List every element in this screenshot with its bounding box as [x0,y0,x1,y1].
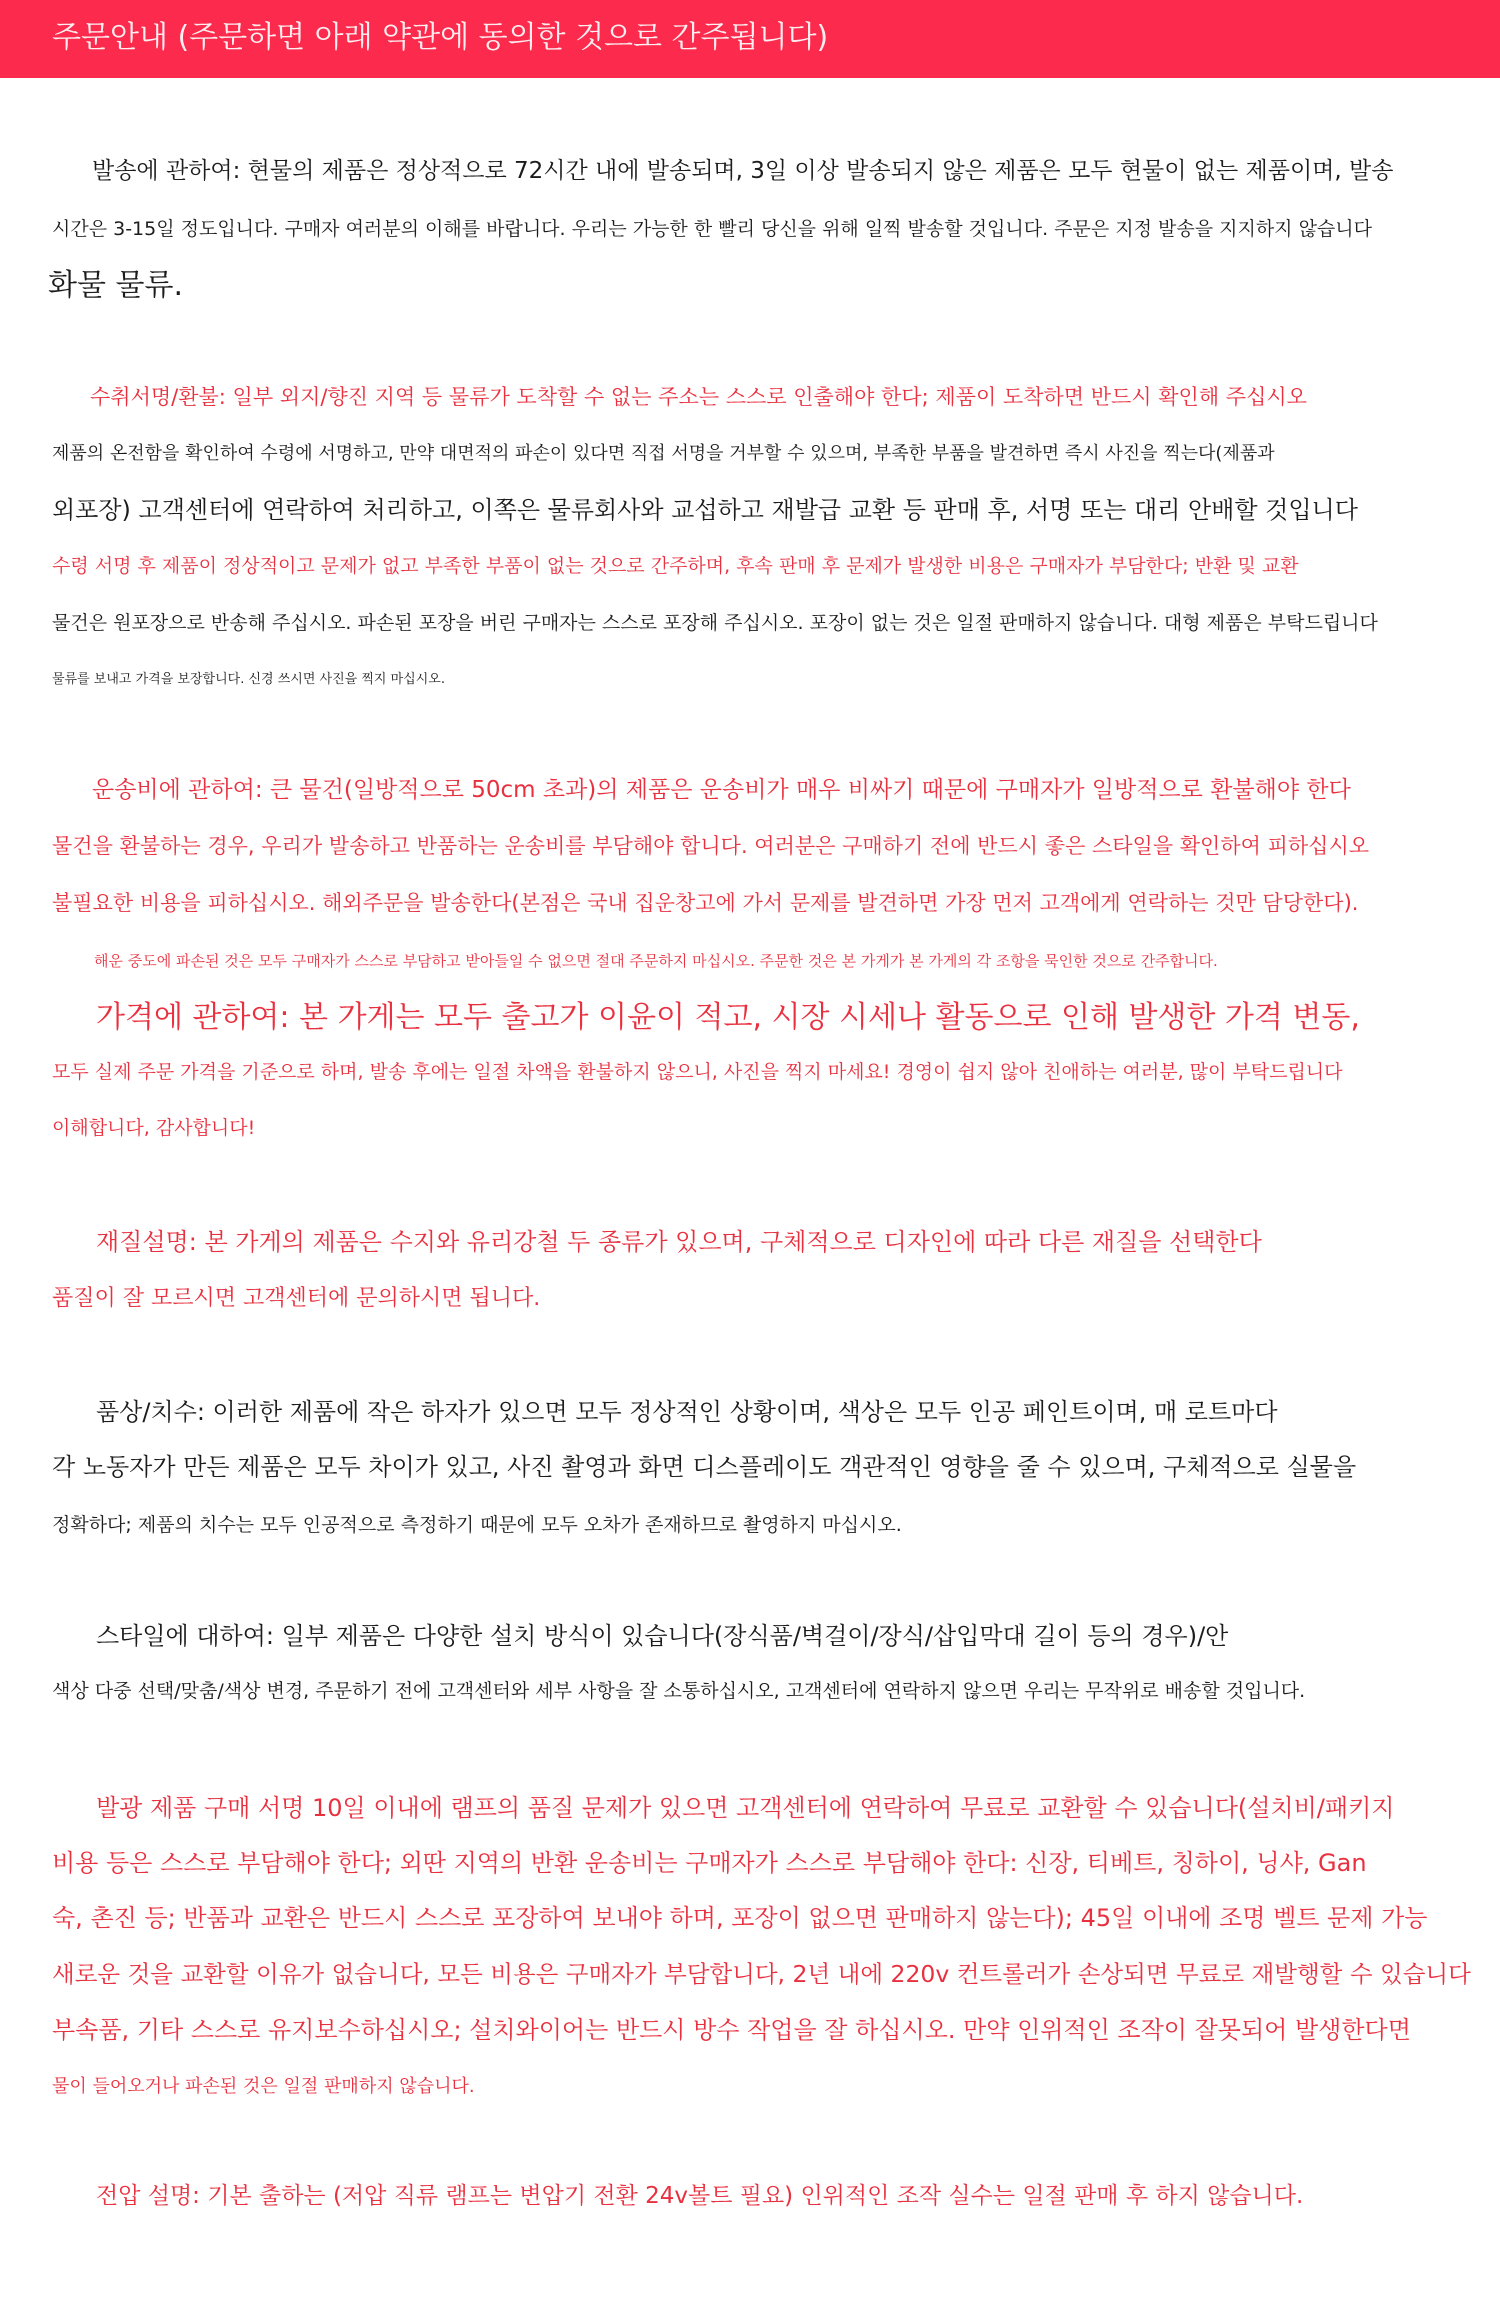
price-line-2: 모두 실제 주문 가격을 기준으로 하며, 발송 후에는 일절 차액을 환불하지 않으니, 사진을 찍지 마세요! 경영이 쉽지 않아 친애하는 여러분, 많이 부탁드립니다 [52,1061,1343,1083]
receipt-line-4: 수령 서명 후 제품이 정상적이고 문제가 없고 부족한 부품이 없는 것으로 간주하며, 후속 판매 후 문제가 발생한 비용은 구매자가 부담한다; 반환 및 교환 [52,555,1299,577]
notice-banner [0,0,1500,78]
lighting-line-3: 숙, 촌진 등; 반품과 교환은 반드시 스스로 포장하여 보내야 하며, 포장이 없으면 판매하지 않는다); 45일 이내에 조명 벨트 문제 가능 [52,1904,1428,1932]
receipt-line-6: 물류를 보내고 가격을 보장합니다. 신경 쓰시면 사진을 찍지 마십시오. [52,672,445,687]
shipping-cost-line-4: 해운 중도에 파손된 것은 모두 구매자가 스스로 부담하고 받아들일 수 없으면 절대 주문하지 마십시오. 주문한 것은 본 가게가 본 가게의 각 조항을 묵인한 것으로 간주합니다. [94,952,1218,970]
receipt-line-3: 외포장) 고객센터에 연락하여 처리하고, 이쪽은 물류회사와 교섭하고 재발급 교환 등 판매 후, 서명 또는 대리 안배할 것입니다 [52,496,1358,524]
quality-line-1: 품상/치수: 이러한 제품에 작은 하자가 있으면 모두 정상적인 상황이며, 색상은 모두 인공 페인트이며, 매 로트마다 [96,1398,1278,1426]
shipping-line-2: 시간은 3-15일 정도입니다. 구매자 여러분의 이해를 바랍니다. 우리는 가능한 한 빨리 당신을 위해 일찍 발송할 것입니다. 주문은 지정 발송을 지지하지 않습니다 [52,218,1372,240]
material-line-2: 품질이 잘 모르시면 고객센터에 문의하시면 됩니다. [52,1286,541,1311]
style-line-2: 색상 다중 선택/맞춤/색상 변경, 주문하기 전에 고객센터와 세부 사항을 잘 소통하십시오, 고객센터에 연락하지 않으면 우리는 무작위로 배송할 것입니다. [52,1680,1306,1702]
receipt-line-5: 물건은 원포장으로 반송해 주십시오. 파손된 포장을 버린 구매자는 스스로 포장해 주십시오. 포장이 없는 것은 일절 판매하지 않습니다. 대형 제품은 부탁드립니다 [52,612,1378,634]
shipping-cost-line-1: 운송비에 관하여: 큰 물건(일방적으로 50cm 초과)의 제품은 운송비가 매우 비싸기 때문에 구매자가 일방적으로 환불해야 한다 [92,777,1351,803]
receipt-line-1: 수취서명/환불: 일부 외지/향진 지역 등 물류가 도착할 수 없는 주소는 스스로 인출해야 한다; 제품이 도착하면 반드시 확인해 주십시오 [90,385,1307,409]
quality-line-3: 정확하다; 제품의 치수는 모두 인공적으로 측정하기 때문에 모두 오차가 존재하므로 촬영하지 마십시오. [52,1514,902,1536]
price-line-3: 이해합니다, 감사합니다! [52,1117,256,1139]
banner-title: 주문안내 (주문하면 아래 약관에 동의한 것으로 간주됩니다) [52,20,829,55]
shipping-line-3: 화물 물류. [48,268,183,303]
lighting-line-5: 부속품, 기타 스스로 유지보수하십시오; 설치와이어는 반드시 방수 작업을 잘 하십시오. 만약 인위적인 조작이 잘못되어 발생한다면 [52,2016,1411,2044]
voltage-line-1: 전압 설명: 기본 출하는 (저압 직류 램프는 변압기 전환 24v볼트 필요) 인위적인 조작 실수는 일절 판매 후 하지 않습니다. [96,2183,1304,2209]
lighting-line-1: 발광 제품 구매 서명 10일 이내에 램프의 품질 문제가 있으면 고객센터에 연락하여 무료로 교환할 수 있습니다(설치비/패키지 [96,1794,1395,1822]
shipping-cost-line-2: 물건을 환불하는 경우, 우리가 발송하고 반품하는 운송비를 부담해야 합니다. 여러분은 구매하기 전에 반드시 좋은 스타일을 확인하여 피하십시오 [52,834,1370,858]
quality-line-2: 각 노동자가 만든 제품은 모두 차이가 있고, 사진 촬영과 화면 디스플레이도 객관적인 영향을 줄 수 있으며, 구체적으로 실물을 [52,1453,1357,1481]
material-line-1: 재질설명: 본 가게의 제품은 수지와 유리강철 두 종류가 있으며, 구체적으로 디자인에 따라 다른 재질을 선택한다 [96,1228,1262,1256]
lighting-line-4: 새로운 것을 교환할 이유가 없습니다, 모든 비용은 구매자가 부담합니다, 2년 내에 220v 컨트롤러가 손상되면 무료로 재발행할 수 있습니다 [52,1960,1471,1988]
style-line-1: 스타일에 대하여: 일부 제품은 다양한 설치 방식이 있습니다(장식품/벽걸이/장식/삽입막대 길이 등의 경우)/안 [96,1622,1229,1650]
shipping-line-1: 발송에 관하여: 현물의 제품은 정상적으로 72시간 내에 발송되며, 3일 이상 발송되지 않은 제품은 모두 현물이 없는 제품이며, 발송 [92,158,1394,184]
shipping-cost-line-3: 불필요한 비용을 피하십시오. 해외주문을 발송한다(본점은 국내 집운창고에 가서 문제를 발견하면 가장 먼저 고객에게 연락하는 것만 담당한다). [52,891,1359,915]
lighting-line-2: 비용 등은 스스로 부담해야 한다; 외딴 지역의 반환 운송비는 구매자가 스스로 부담해야 한다: 신장, 티베트, 칭하이, 닝샤, Gan [52,1849,1367,1877]
lighting-line-6: 물이 들어오거나 파손된 것은 일절 판매하지 않습니다. [52,2076,475,2097]
price-line-1: 가격에 관하여: 본 가게는 모두 출고가 이윤이 적고, 시장 시세나 활동으로 인해 발생한 가격 변동, [96,1000,1360,1035]
receipt-line-2: 제품의 온전함을 확인하여 수령에 서명하고, 만약 대면적의 파손이 있다면 직접 서명을 거부할 수 있으며, 부족한 부품을 발견하면 즉시 사진을 찍는다(제품과 [52,443,1275,464]
